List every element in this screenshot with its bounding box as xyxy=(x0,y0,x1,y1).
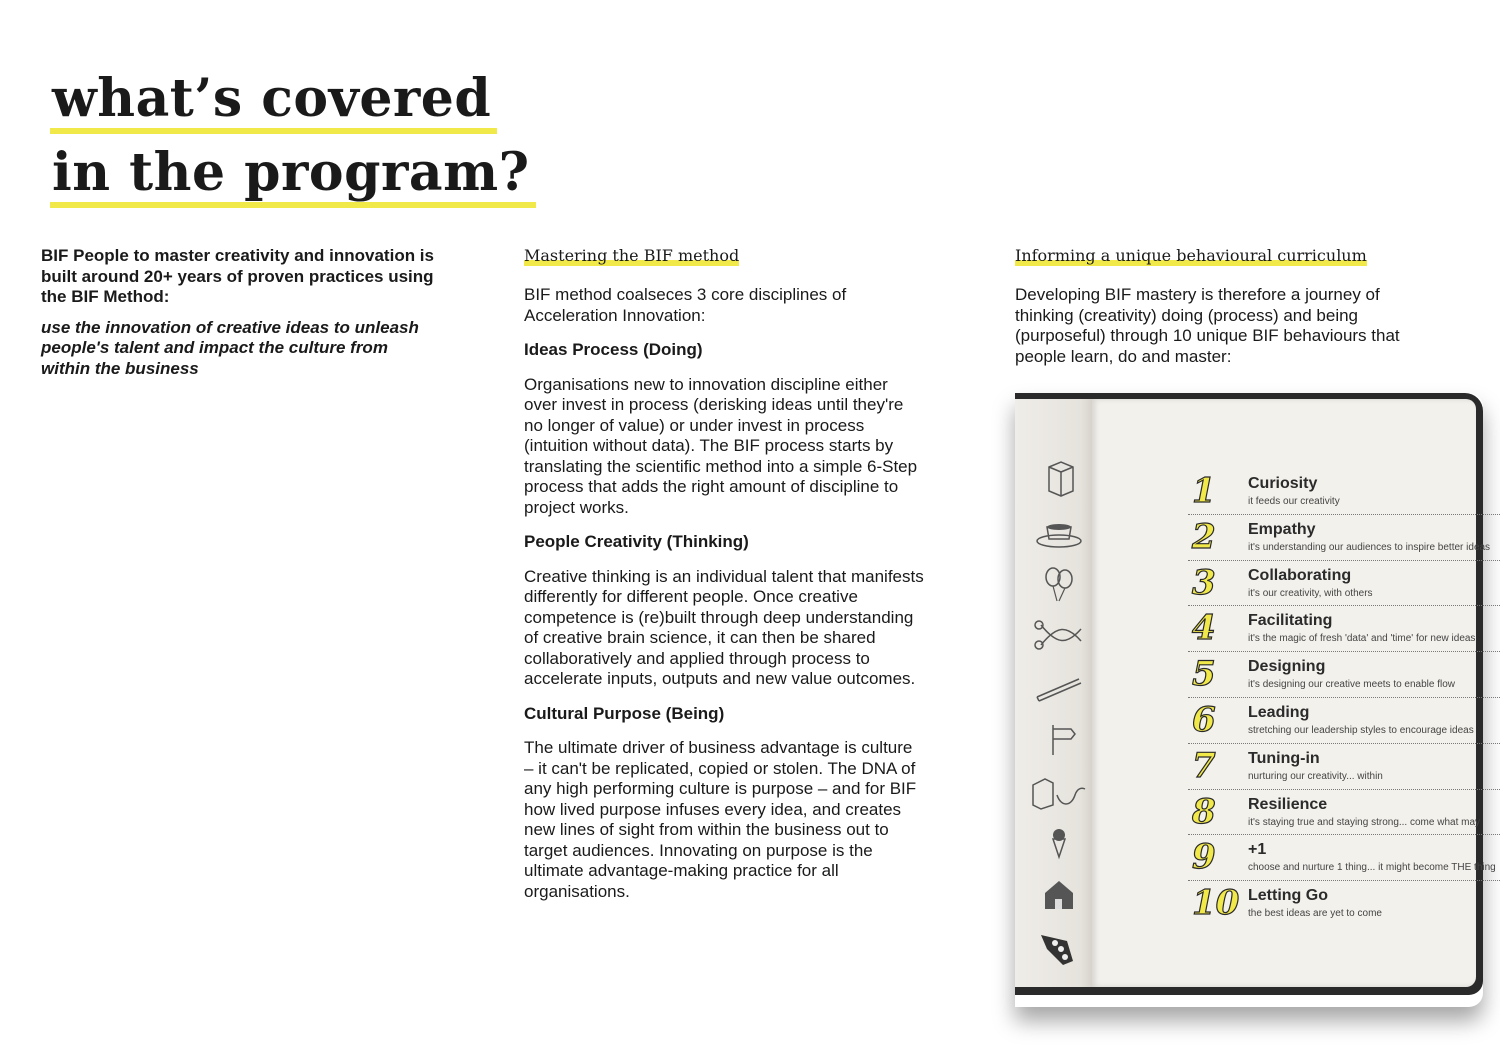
balloons-icon xyxy=(1027,563,1087,603)
house-icon xyxy=(1027,875,1087,915)
behaviour-name: Resilience xyxy=(1248,795,1328,813)
method-heading: Mastering the BIF method xyxy=(524,246,740,265)
behaviour-row xyxy=(1188,790,1500,836)
section-text-culture: The ultimate driver of business advantage is culture – it can't be replicated, copied or stolen. The DNA of any high performing culture is purpose – and for BIF how lived purpose infuses every idea, and creates new lines of sight from within the business out to target audiences. Innovating on purpose is the ultimate advantage-making practice for all organisations. xyxy=(524,738,917,901)
behaviour-description: nurturing our creativity... within xyxy=(1248,770,1383,782)
behaviour-name: +1 xyxy=(1248,841,1267,859)
box-icon xyxy=(1027,459,1087,499)
behaviour-number: 2 xyxy=(1192,516,1216,557)
behaviour-number: 9 xyxy=(1192,837,1216,878)
curriculum-intro: Developing BIF mastery is therefore a journey of thinking (creativity) doing (process) and being (purposeful) through 10 unique BIF behaviours that people learn, do and master: xyxy=(1015,285,1400,366)
intro-column xyxy=(41,246,441,379)
behaviour-name: Facilitating xyxy=(1248,612,1333,630)
behaviour-row xyxy=(1188,698,1500,744)
behaviour-number: 8 xyxy=(1192,791,1216,832)
behaviour-number: 7 xyxy=(1192,745,1216,786)
section-text-creativity: Creative thinking is an individual talent that manifests differently for different people. Once creative competence is (re)built through deep understanding of creative brain science, it can then be shared collaboratively and applied through process to accelerate inputs, outputs and new value outcomes. xyxy=(524,566,924,688)
behaviour-row xyxy=(1188,606,1500,652)
behaviour-description: stretching our leadership styles to encourage ideas xyxy=(1248,724,1474,736)
signpost-icon xyxy=(1027,719,1087,759)
behaviour-description: it's staying true and staying strong... come what may xyxy=(1248,816,1481,828)
page-title xyxy=(50,62,536,210)
title-line-1: what’s covered xyxy=(50,62,497,136)
behaviour-description: the best ideas are yet to come xyxy=(1248,908,1382,920)
behaviour-row xyxy=(1188,652,1500,698)
behaviour-row xyxy=(1188,469,1500,515)
behaviour-description: it's the magic of fresh 'data' and 'time' for new ideas xyxy=(1248,633,1476,645)
method-intro: BIF method coalseces 3 core disciplines of Acceleration Innovation: xyxy=(524,285,847,325)
behaviour-name: Designing xyxy=(1248,658,1326,676)
section-title-ideas: Ideas Process (Doing) xyxy=(524,340,703,359)
behaviour-number: 10 xyxy=(1192,883,1240,924)
pencil-ruler-icon xyxy=(1027,667,1087,707)
coffee-cup-icon xyxy=(1027,511,1087,551)
behaviour-row xyxy=(1188,515,1500,561)
behaviour-description: it's designing our creative meets to enable flow xyxy=(1248,679,1456,691)
scissors-icon xyxy=(1027,615,1087,655)
box-tube-icon xyxy=(1027,771,1087,811)
curriculum-column xyxy=(1015,246,1415,381)
section-title-culture: Cultural Purpose (Being) xyxy=(524,703,725,723)
behaviour-list xyxy=(1188,469,1500,926)
notebook-left-page xyxy=(1015,399,1092,987)
behaviour-description: it feeds our creativity xyxy=(1248,496,1340,507)
behaviour-name: Leading xyxy=(1248,703,1310,721)
ice-cream-icon xyxy=(1027,823,1087,863)
title-line-2: in the program? xyxy=(50,136,536,210)
behaviour-description: choose and nurture 1 thing... it might become THE thing xyxy=(1248,862,1496,874)
behaviour-number: 1 xyxy=(1192,471,1216,511)
intro-lead: BIF People to master creativity and innovation is built around 20+ years of proven practices using the BIF Method: xyxy=(41,246,434,306)
behaviour-name: Letting Go xyxy=(1248,887,1328,905)
behaviour-number: 4 xyxy=(1192,608,1216,649)
behaviour-number: 5 xyxy=(1192,654,1216,695)
traffic-light-icon xyxy=(1027,927,1087,967)
behaviour-row xyxy=(1188,835,1500,881)
behaviour-name: Tuning-in xyxy=(1248,749,1320,767)
behaviour-number: 3 xyxy=(1192,562,1216,603)
behaviour-name: Empathy xyxy=(1248,520,1316,538)
section-text-ideas: Organisations new to innovation discipline either over invest in process (derisking ideas until they're no longer of value) or under invest in process (intuition without data). The BIF process starts by translating the scientific method into a simple 6-Step process that adds the right amount of discipline to project works. xyxy=(524,374,918,517)
behaviour-number: 6 xyxy=(1192,699,1216,740)
notebook-illustration xyxy=(1015,393,1496,1027)
behaviour-description: it's understanding our audiences to inspire better ideas xyxy=(1248,541,1491,553)
behaviour-name: Collaborating xyxy=(1248,566,1352,584)
behaviour-name: Curiosity xyxy=(1248,475,1318,492)
behaviour-row xyxy=(1188,561,1500,607)
behaviour-description: it's our creativity, with others xyxy=(1248,587,1373,599)
notebook-right-page xyxy=(1092,399,1496,987)
method-column xyxy=(524,246,924,916)
behaviour-row xyxy=(1188,744,1500,790)
curriculum-heading: Informing a unique behavioural curriculum xyxy=(1015,246,1367,265)
behaviour-row xyxy=(1188,881,1500,926)
intro-emphasis: use the innovation of creative ideas to unleash people's talent and impact the culture from within the business xyxy=(41,317,419,378)
section-title-creativity: People Creativity (Thinking) xyxy=(524,532,749,551)
